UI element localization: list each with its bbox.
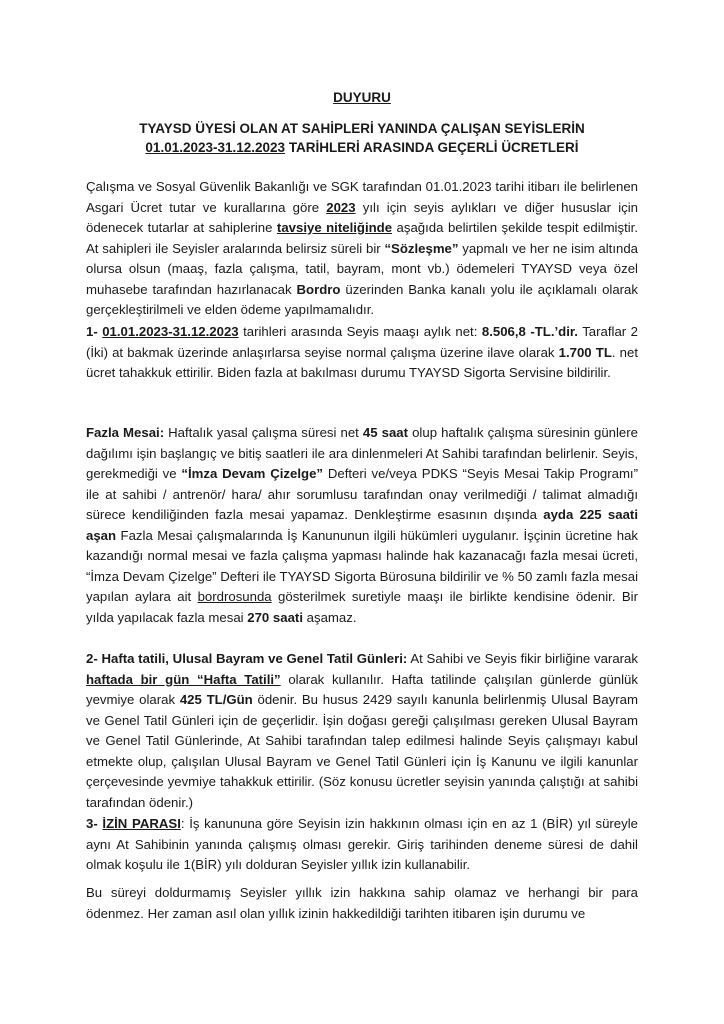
subtitle-dates: 01.01.2023-31.12.2023 <box>145 140 286 155</box>
section-1-paragraph <box>86 322 638 384</box>
overtime-hours: 45 saat <box>362 425 409 440</box>
page-title: DUYURU <box>333 90 391 105</box>
subtitle-line-2 <box>0 140 724 155</box>
section-1-dates: 01.01.2023-31.12.2023 <box>102 324 239 339</box>
overtime-limit: ayda 225 saati aşan <box>86 507 638 543</box>
section-1-extra: 1.700 TL <box>558 344 612 360</box>
intro-text-2: yılı için seyis aylıkları ve diğer hususlar için ödenecek tutarlar at sahiplerine <box>86 199 638 235</box>
intro-contract: “Sözleşme” <box>384 240 459 256</box>
section-2-paragraph <box>86 649 638 813</box>
final-paragraph <box>86 883 638 924</box>
section-3-label: İZİN PARASI <box>102 816 181 831</box>
section-1-text-2: Taraflar 2 (İki) at bakmak üzerinde anlaşırlarsa seyise normal çalışma üzerine ilave olarak <box>86 324 639 360</box>
final-text: Bu süreyi doldurmamış Seyisler yıllık izin hakkına sahip olamaz ve herhangi bir para ödenmez. Her zaman asıl olan yıllık izinin hakkedildiği tarihten itibaren işin durumu ve <box>86 885 638 921</box>
intro-year: 2023 <box>326 199 356 215</box>
intro-text-5: üzerinden Banka kanalı yolu ile açıklamalı olarak gerçekleştirilmeli ve elden ödeme yapılmamalıdır. <box>86 281 638 317</box>
section-2-daily: 425 TL/Gün <box>179 692 253 707</box>
section-1-number: 1- <box>86 324 103 339</box>
overtime-text-4: Fazla Mesai çalışmalarında İş Kanununun ilgili hükümleri uygulanır. İşçinin ücretine hak kazandığı normal mesai ve fazla çalışma yapması halinde hak kazanacağı fazla mesai ücreti, “İmza Devam Çizelge” Defteri ile TYAYSD Sigorta Bürosuna bildirilir ve % 50 zamlı fazla mesai yapılan aylara ait <box>86 527 638 604</box>
overtime-text-2: olup haftalık çalışma süresinin günlere dağılımı işin başlangıç ve bitiş saatleri ile ara dinlenmeleri At Sahibi tarafından belirlenir. Seyis, gerekmediği ve <box>86 425 638 481</box>
overtime-yearly: 270 saati <box>247 609 303 625</box>
intro-text-1: Çalışma ve Sosyal Güvenlik Bakanlığı ve SGK tarafından 01.01.2023 tarihi itibarı ile belirlenen Asgari Ücret tutar ve kurallarına göre <box>86 179 638 215</box>
overtime-form: “İmza Devam Çizelge” <box>181 466 324 481</box>
section-1-text-3: . net ücret tahakkuk ettirilir. Biden fazla at bakılması durumu TYAYSD Sigorta Servisine bildirilir. <box>86 344 638 380</box>
section-1-salary: 8.506,8 -TL.’dir. <box>481 324 578 339</box>
overtime-label: Fazla Mesai: <box>86 425 165 440</box>
overtime-text-3: Defteri ve/veya PDKS “Seyis Mesai Takip Programı” ile at sahibi / antrenör/ hara/ ahır sorumlusu tarafından onay verilmediği / talimat almadığı sürece kendiliğinden fazla mesai yapamaz. Denkleştirme esasının dışında <box>86 466 638 522</box>
intro-text-3: aşağıda belirtilen şekilde tespit edilmiştir. At sahipleri ile Seyisler aralarında belirsiz süreli bir <box>86 220 638 256</box>
section-2-text-2: olarak kullanılır. Hafta tatilinde çalışılan günlerde günlük yevmiye olarak <box>86 671 638 707</box>
section-2-weekly: haftada bir gün “Hafta Tatili” <box>86 671 281 687</box>
section-3-paragraph <box>86 814 638 876</box>
section-2-label: 2- Hafta tatili, Ulusal Bayram ve Genel Tatil Günleri: <box>86 651 408 666</box>
overtime-text-5: gösterilmek suretiyle maaşı ile birlikte kendisine ödenir. Bir yılda yapılacak fazla mesai <box>86 589 638 625</box>
section-3-text-1: : İş kanununa göre Seyisin izin hakkının olması için en az 1 (BİR) yıl süreyle aynı At Sahibinin yanında çalışmış olması gerekir. Giriş tarihinden deneme süresi de dahil olmak koşulu ile 1(BİR) yılı dolduran Seyisler yıllık izin kullanabilir. <box>86 816 638 872</box>
intro-payroll: Bordro <box>296 281 341 297</box>
intro-advice: tavsiye niteliğinde <box>276 220 393 235</box>
section-3-number: 3- <box>86 816 103 831</box>
overtime-text-1: Haftalık yasal çalışma süresi net <box>164 425 363 440</box>
intro-paragraph <box>86 177 638 321</box>
overtime-bordro: bordrosunda <box>197 589 272 604</box>
section-1-text-1: tarihleri arasında Seyis maaşı aylık net: <box>238 324 482 339</box>
subtitle-line-1: TYAYSD ÜYESİ OLAN AT SAHİPLERİ YANINDA ÇALIŞAN SEYİSLERİN <box>139 121 585 136</box>
subtitle-rest: TARİHLERİ ARASINDA GEÇERLİ ÜCRETLERİ <box>285 140 579 155</box>
intro-text-4: yapmalı ve her ne isim altında olursa olsun (maaş, fazla çalışma, tatil, bayram, mont vb.) ödemeleri TYAYSD veya özel muhasebe tarafından hazırlanacak <box>86 240 638 297</box>
overtime-paragraph <box>86 423 638 628</box>
section-2-text-3: ödenir. Bu husus 2429 sayılı kanunla belirlenmiş Ulusal Bayram ve Genel Tatil Günleri için de geçerlidir. İşin doğası gereği çalışılması gereken Ulusal Bayram ve Genel Tatil Günlerinde, At Sahibi tarafından talep edilmesi halinde Seyis çalışmayı kabul etmekte olup, çalışılan Ulusal Bayram ve Genel Tatil Günleri için İş Kanunu ve ilgili kanunlar çerçevesinde yevmiye tahakkuk ettirilir. (Söz konusu ücretler seyisin yanında çalıştığı at sahibi tarafından ödenir.) <box>86 692 638 810</box>
section-2-text-1: At Sahibi ve Seyis fikir birliğine vararak <box>407 651 638 666</box>
overtime-text-6: aşamaz. <box>303 609 357 625</box>
